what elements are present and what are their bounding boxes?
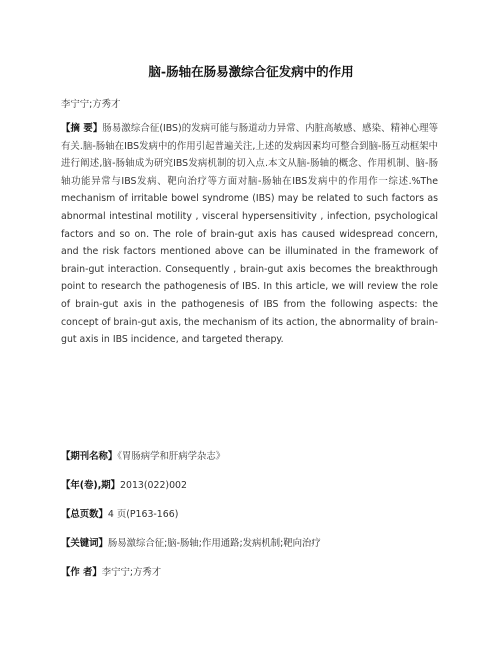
abstract-label: 【摘 要】 — [61, 123, 103, 134]
pages-label: 【总页数】 — [61, 509, 108, 520]
issue-label: 【年(卷),期】 — [61, 480, 121, 491]
abstract-text-chinese: 肠易激综合征(IBS)的发病可能与肠道动力异常、内脏高敏感、感染、精神心理等有关.脑-肠轴在IBS发病中的作用引起普遍关注,上述的发病因素均可整合到脑-肠互动框架中进行阐述,脑-肠轴成为研究IBS发病机制的切入点.本文从脑-肠轴的概念、作用机制、脑-肠轴功能异常与IBS发病、靶向治疗等方面对脑-肠轴在IBS发病中的作用作一综述. — [61, 123, 438, 187]
abstract-text-english: %The mechanism of irritable bowel syndrome (IBS) may be related to such factors as abnormal intestinal motility , visceral hypersensitivity , infection, psychological factors and so on. The role of brain-gut axis has caused widespread concern, and the risk factors mentioned above can be illuminated in the framework of brain-gut interaction. Consequently , brain-gut axis becomes the breakthrough point to research the pathogenesis of IBS. In this article, we will review the role of brain-gut axis in the pathogenesis of IBS from the following aspects: the concept of brain-gut axis, the mechanism of its action, the abnormality of brain-gut axis in IBS incidence, and targeted therapy. — [61, 175, 438, 346]
journal-label: 【期刊名称】 — [61, 451, 118, 462]
journal-row — [61, 448, 225, 462]
author-field-label: 【作 者】 — [61, 567, 102, 578]
author-field-value: 李宁宁;方秀才 — [101, 567, 162, 578]
keywords-value: 肠易激综合征;脑-肠轴;作用通路;发病机制;靶向治疗 — [107, 538, 321, 549]
abstract-paragraph — [61, 120, 438, 349]
author-line: 李宁宁;方秀才 — [61, 99, 121, 110]
issue-row — [61, 477, 187, 491]
author-field-row — [61, 564, 161, 578]
issue-value: 2013(022)002 — [120, 480, 187, 491]
pages-row — [61, 506, 178, 520]
journal-value: 《胃肠病学和肝病学杂志》 — [117, 451, 226, 462]
document-title: 脑-肠轴在肠易激综合征发病中的作用 — [148, 64, 354, 79]
pages-value: 4 页(P163-166) — [107, 509, 179, 520]
keywords-row — [61, 535, 321, 549]
keywords-label: 【关键词】 — [61, 538, 108, 549]
